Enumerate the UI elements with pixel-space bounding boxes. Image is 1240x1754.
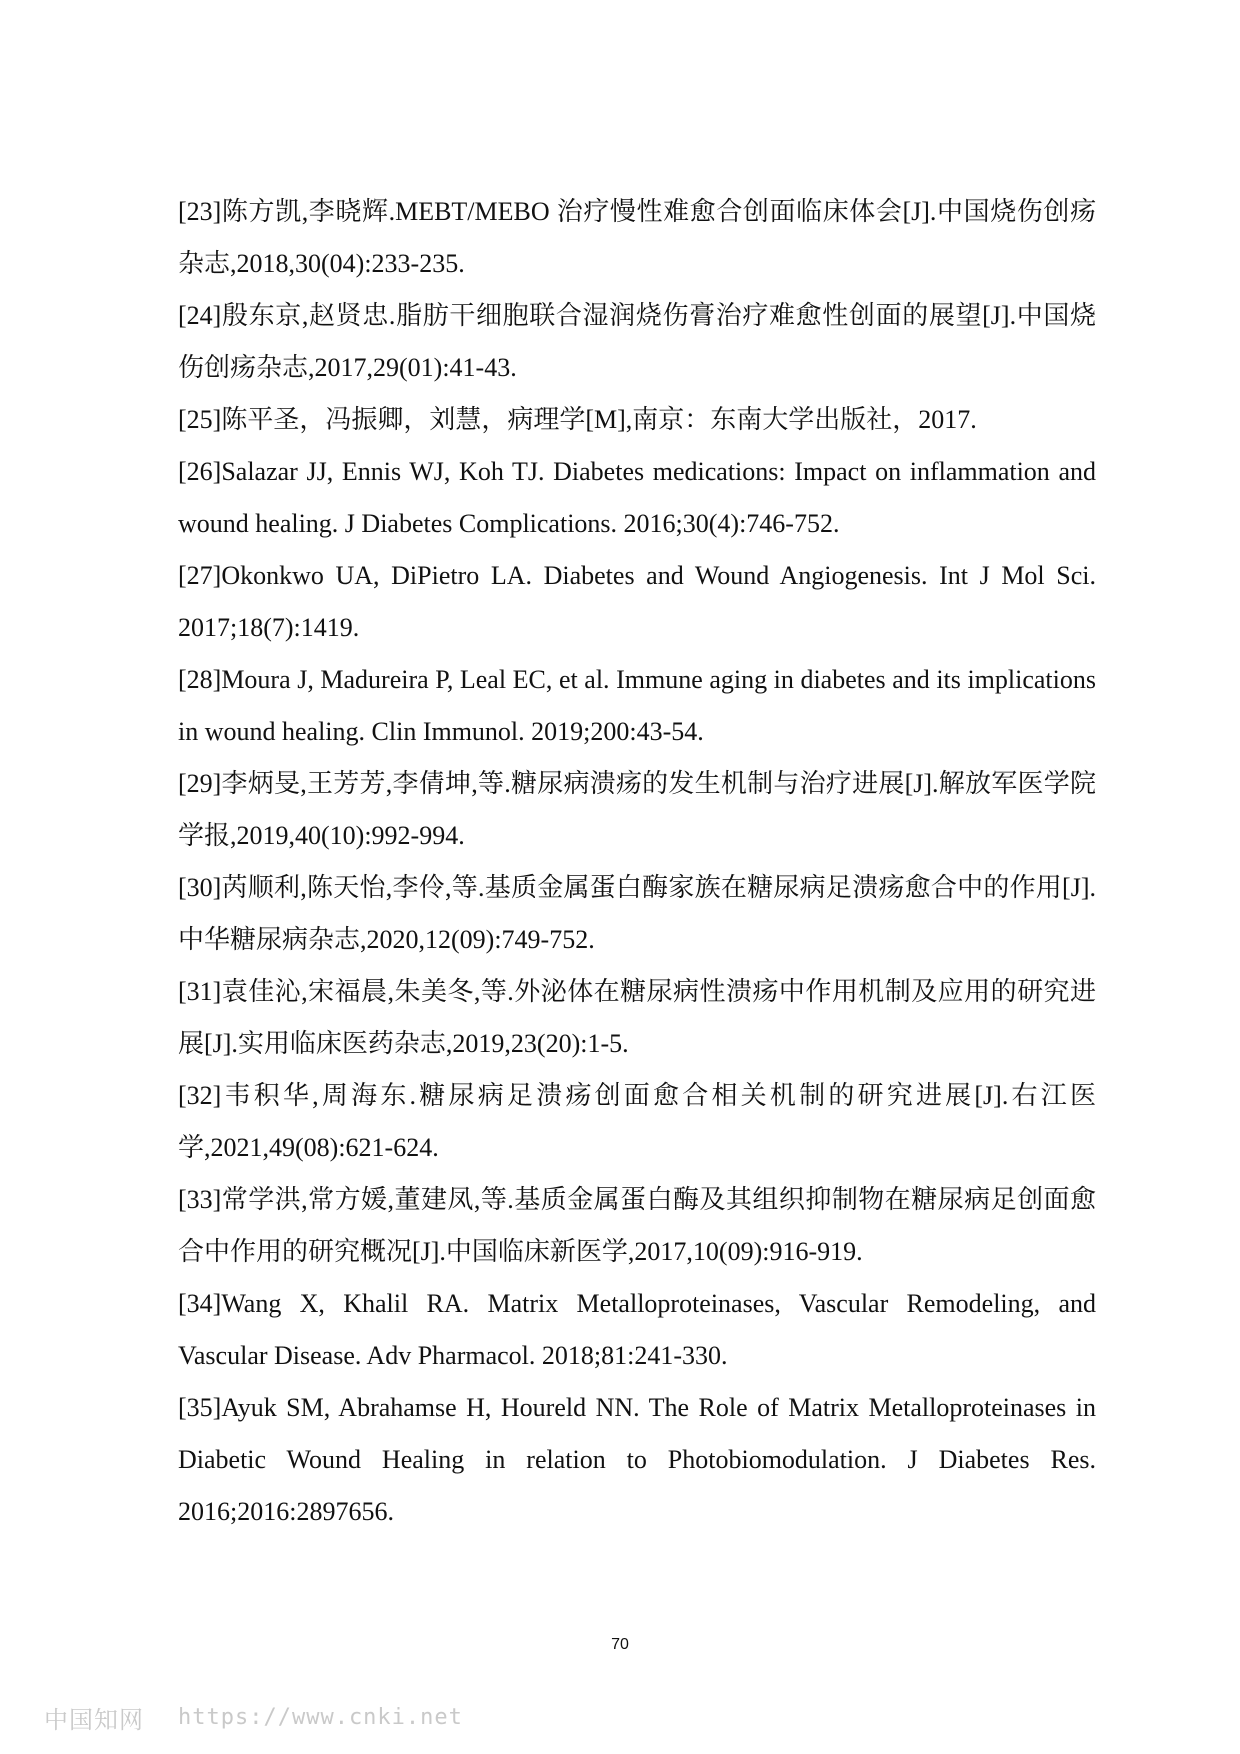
reference-list: [178, 186, 1096, 1538]
reference-28: [28]Moura J, Madureira P, Leal EC, et al. Immune aging in diabetes and its implications in wound healing. Clin Immunol. 2019;200:43-54.: [178, 665, 1096, 746]
reference-32: [32]韦积华,周海东.糖尿病足溃疡创面愈合相关机制的研究进展[J].右江医学,2021,49(08):621-624.: [178, 1081, 1096, 1162]
watermark-logo: 中国知网: [44, 1705, 144, 1734]
reference-30: [30]芮顺利,陈天怡,李伶,等.基质金属蛋白酶家族在糖尿病足溃疡愈合中的作用[J].中华糖尿病杂志,2020,12(09):749-752.: [178, 873, 1096, 954]
page-number: 70: [611, 1636, 629, 1653]
reference-33: [33]常学洪,常方媛,董建凤,等.基质金属蛋白酶及其组织抑制物在糖尿病足创面愈合中作用的研究概况[J].中国临床新医学,2017,10(09):916-919.: [178, 1185, 1096, 1266]
reference-29: [29]李炳旻,王芳芳,李倩坤,等.糖尿病溃疡的发生机制与治疗进展[J].解放军医学院学报,2019,40(10):992-994.: [178, 769, 1096, 850]
cnki-watermark: [44, 1702, 463, 1732]
reference-35: [35]Ayuk SM, Abrahamse H, Houreld NN. The Role of Matrix Metalloproteinases in Diabetic Wound Healing in relation to Photobiomodulation. J Diabetes Res. 2016;2016:2897656.: [178, 1393, 1096, 1526]
reference-34: [34]Wang X, Khalil RA. Matrix Metalloproteinases, Vascular Remodeling, and Vascular Disease. Adv Pharmacol. 2018;81:241-330.: [178, 1289, 1096, 1370]
reference-27: [27]Okonkwo UA, DiPietro LA. Diabetes and Wound Angiogenesis. Int J Mol Sci. 2017;18(7):1419.: [178, 561, 1096, 642]
reference-26: [26]Salazar JJ, Ennis WJ, Koh TJ. Diabetes medications: Impact on inflammation and wound healing. J Diabetes Complications. 2016;30(4):746-752.: [178, 457, 1096, 538]
reference-23: [23]陈方凯,李晓辉.MEBT/MEBO 治疗慢性难愈合创面临床体会[J].中国烧伤创疡杂志,2018,30(04):233-235.: [178, 197, 1096, 278]
reference-24: [24]殷东京,赵贤忠.脂肪干细胞联合湿润烧伤膏治疗难愈性创面的展望[J].中国烧伤创疡杂志,2017,29(01):41-43.: [178, 301, 1096, 382]
reference-31: [31]袁佳沁,宋福晨,朱美冬,等.外泌体在糖尿病性溃疡中作用机制及应用的研究进展[J].实用临床医药杂志,2019,23(20):1-5.: [178, 977, 1096, 1058]
watermark-url: https://www.cnki.net: [178, 1704, 463, 1730]
reference-25: [25]陈平圣，冯振卿，刘慧，病理学[M],南京：东南大学出版社，2017.: [178, 405, 977, 434]
